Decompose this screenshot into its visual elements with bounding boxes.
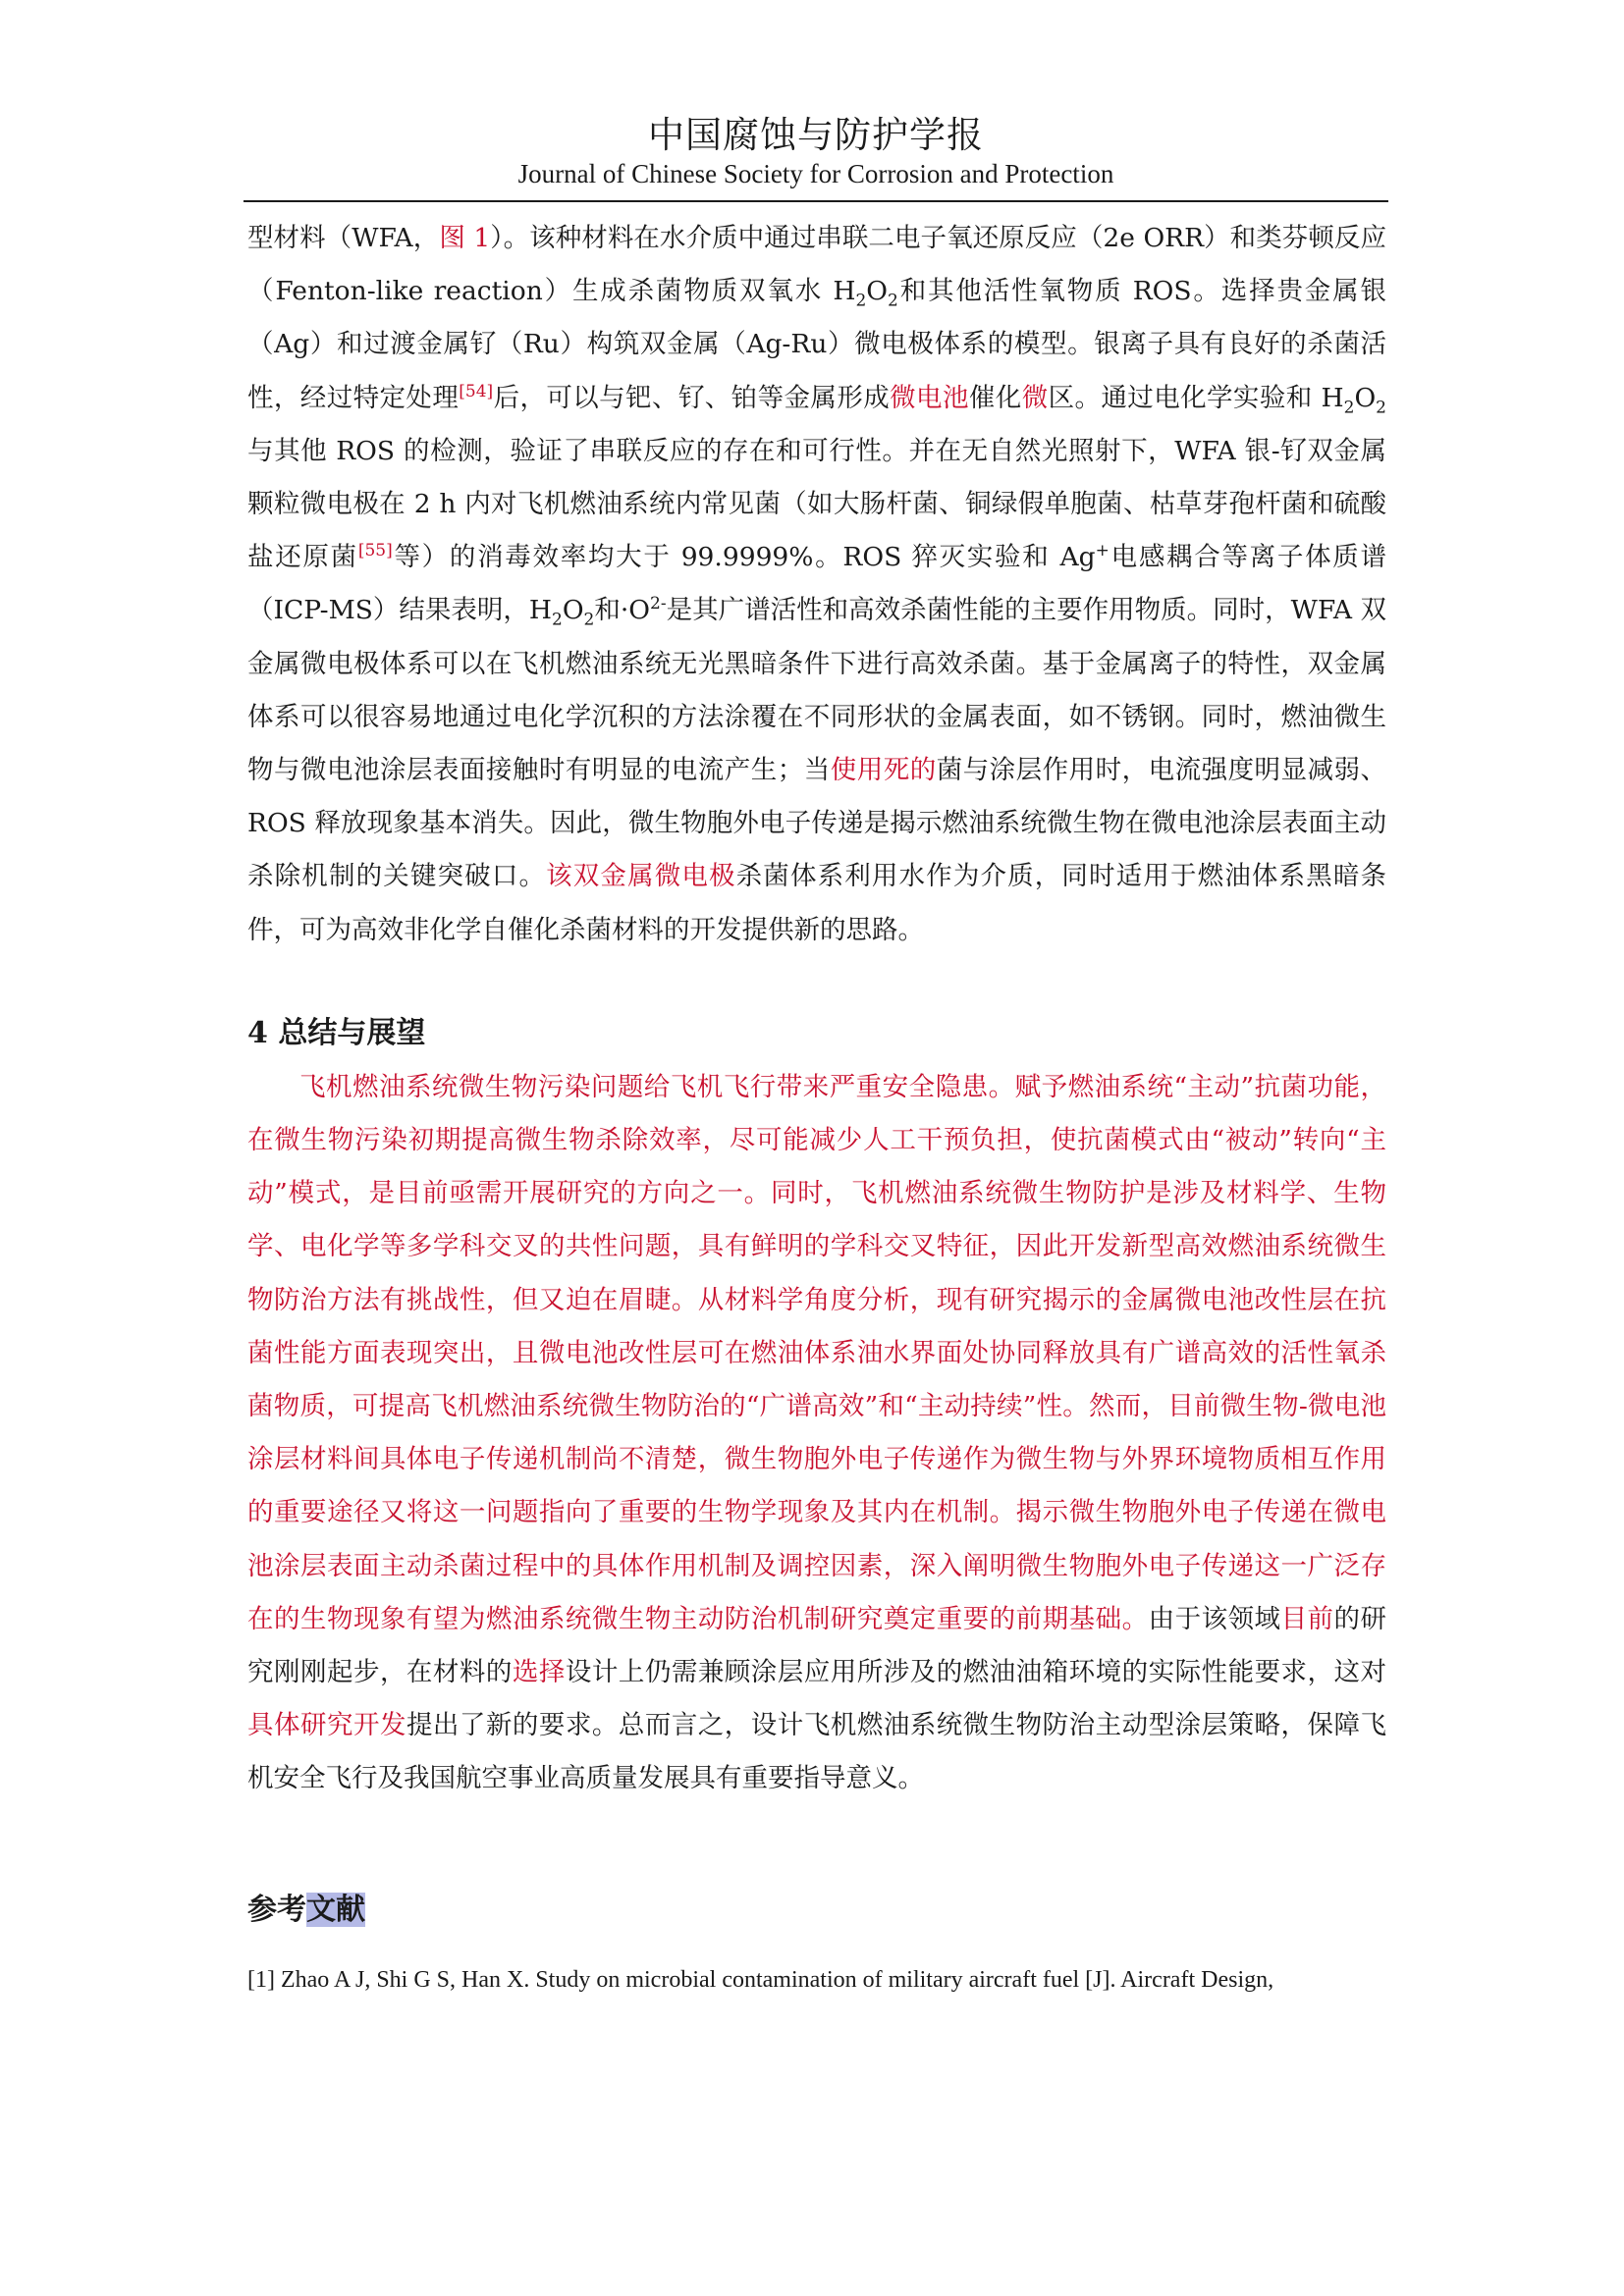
subscript: 2 — [583, 610, 595, 630]
journal-title-cn: 中国腐蚀与防护学报 — [648, 114, 984, 156]
text: 区。通过电化学实验和 H — [1048, 382, 1344, 413]
text: 参考 — [247, 1892, 306, 1927]
highlight-text: 飞机燃油系统微生物污染问题给飞机飞行带来严重安全隐患。赋予燃油系统“主动”抗菌功能，在微生物污染初期提高微生物杀除效率，尽可能减少人工干预负担，使抗菌模式由“被动”转向“主动”模式，是目前亟需开展研究的方向之一。同时，飞机燃油系统微生物防护是涉及材料学、生物学、电化学等多学科交叉的共性问题，具有鲜明的学科交叉特征，因此开发新型高效燃油系统微生物防治方法有挑战性，但又迫在眉睫。从材料学角度分析，现有研究揭示的金属微电池改性层在抗菌性能方面表现突出，且微电池改性层可在燃油体系油水界面处协同释放具有广谱高效的活性氧杀菌物质，可提高飞机燃油系统微生物防治的“广谱高效”和“主动持续”性。然而，目前微生物-微电池涂层材料间具体电子传递机制尚不清楚，微生物胞外电子传递作为微生物与外界环境物质相互作用的重要途径又将这一问题指向了重要的生物学现象及其内在机制。揭示微生物胞外电子传递在微电池涂层表面主动杀菌过程中的具体作用机制及调控因素，深入阐明微生物胞外电子传递这一广泛存在的生物现象有望为燃油系统微生物主动防治机制研究奠定重要的前期基础。 — [247, 1071, 1386, 1634]
text: 后，可以与钯、钌、铂等金属形成 — [493, 382, 891, 413]
reference-item: [1] Zhao A J, Shi G S, Han X. Study on microbial contamination of military aircraft fuel [J]. Aircraft Design, — [247, 1966, 1274, 1993]
journal-title-en: Journal of Chinese Society for Corrosion and Protection — [517, 159, 1114, 188]
text: 由于该领域 — [1148, 1603, 1281, 1634]
text: O — [866, 276, 889, 307]
article-body — [247, 212, 1386, 1997]
highlight-text: 微电池 — [890, 382, 969, 413]
highlight-text: 具体研究开发 — [247, 1710, 406, 1741]
text: 催化 — [968, 382, 1022, 413]
subscript: 2 — [855, 291, 867, 311]
highlight-text: 微 — [1021, 382, 1049, 413]
subscript: 2 — [1343, 397, 1355, 417]
selected-text: 文献 — [306, 1892, 365, 1927]
text: 和·O — [594, 595, 651, 626]
paragraph-wfa — [247, 212, 1386, 957]
text: ）。该种材料在水介质中通过串联二电子氧还原反应（2e ORR）和类芬顿反应（Fenton-like reaction）生成杀菌物质双氧水 H — [247, 223, 1386, 307]
subscript: 2 — [1376, 397, 1386, 417]
highlight-text: 选择 — [512, 1657, 566, 1688]
journal-header — [244, 110, 1388, 190]
citation-55[interactable]: [55] — [357, 541, 393, 561]
paragraph-summary — [247, 1061, 1386, 1806]
text: 提出了新的要求。总而言之，设计飞机燃油系统微生物防治主动型涂层策略，保障飞机安全飞行及我国航空事业高质量发展具有重要指导意义。 — [247, 1710, 1387, 1794]
text: 设计上仍需兼顾涂层应用所涉及的燃油油箱环境的实际性能要求，这对 — [565, 1657, 1387, 1688]
figure-link[interactable]: 图 1 — [439, 223, 491, 253]
highlight-text: 使用死的 — [830, 755, 937, 786]
text: 的研究刚刚起步，在材料的 — [247, 1603, 1387, 1688]
highlight-text: 该双金属微电极 — [546, 861, 736, 892]
references-heading — [247, 1883, 1386, 1938]
text: 电感耦合等离子体质谱（ICP-MS）结果表明，H — [247, 542, 1387, 626]
subscript: 2 — [551, 610, 563, 630]
text: O — [562, 595, 584, 626]
text: 菌与涂层作用时，电流强度明显减弱、ROS 释放现象基本消失。因此，微生物胞外电子传递是揭示燃油系统微生物在微电池涂层表面主动杀除机制的关键突破口。 — [247, 755, 1387, 892]
subscript: 2 — [888, 291, 898, 311]
highlight-text: 目前 — [1280, 1603, 1334, 1634]
text: 杀菌体系利用水作为介质，同时适用于燃油体系黑暗条件，可为高效非化学自催化杀菌材料的开发提供新的思路。 — [247, 861, 1387, 945]
text: 型材料（WFA， — [247, 223, 440, 253]
superscript: + — [1095, 541, 1110, 561]
text: O — [1354, 382, 1377, 413]
superscript: 2- — [650, 594, 667, 614]
citation-54[interactable]: [54] — [459, 381, 494, 401]
text: 是其广谱活性和高效杀菌性能的主要作用物质。同时，WFA 双金属微电极体系可以在飞机燃油系统无光黑暗条件下进行高效杀菌。基于金属离子的特性，双金属体系可以很容易地通过电化学沉积的方法涂覆在不同形状的金属表面，如不锈钢。同时，燃油微生物与微电池涂层表面接触时有明显的电流产生；当 — [247, 595, 1386, 786]
text: 等）的消毒效率均大于 99.9999%。ROS 猝灭实验和 Ag — [392, 542, 1096, 573]
header-rule — [244, 200, 1388, 202]
section-heading: 4 总结与展望 — [247, 1015, 426, 1050]
text: 与其他 ROS 的检测，验证了串联反应的存在和可行性。并在无自然光照射下，WFA 银-钌双金属颗粒微电极在 2 h 内对飞机燃油系统内常见菌（如大肠杆菌、铜绿假单胞菌、枯草芽孢杆菌和硫酸盐还原菌 — [247, 435, 1386, 573]
text: 和其他活性氧物质 ROS。选择贵金属银（Ag）和过渡金属钌（Ru）构筑双金属（Ag-Ru）微电极体系的模型。银离子具有良好的杀菌活性，经过特定处理 — [247, 276, 1386, 413]
